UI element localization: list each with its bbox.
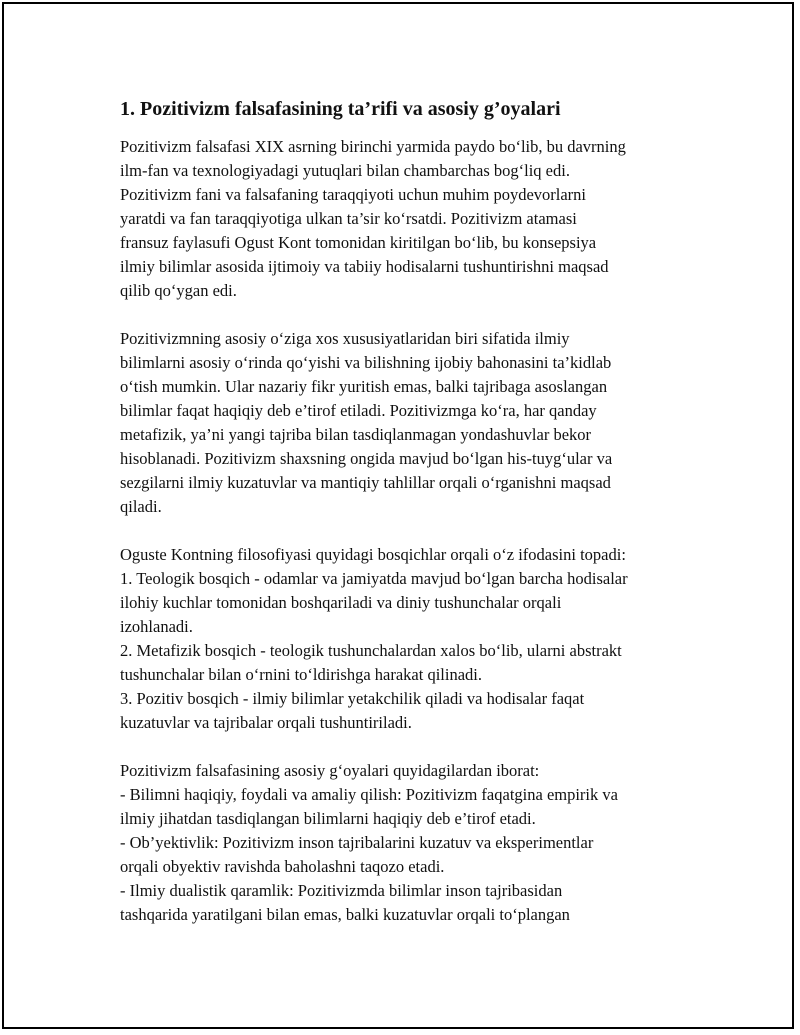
document-body (120, 96, 695, 927)
text-line: bilimlarni asosiy o‘rinda qo‘yishi va bilishning ijobiy bahonasini ta’kidlab (120, 353, 612, 372)
text-line: tushunchalar bilan o‘rnini to‘ldirishga harakat qilinadi. (120, 665, 482, 684)
text-line: orqali obyektiv ravishda baholashni taqozo etadi. (120, 857, 445, 876)
text-line: fransuz faylasufi Ogust Kont tomonidan kiritilgan bo‘lib, bu konsepsiya (120, 233, 597, 252)
text-line: qiladi. (120, 497, 162, 516)
paragraph (120, 135, 695, 303)
document-page (2, 2, 794, 1029)
text-line: metafizik, ya’ni yangi tajriba bilan tasdiqlanmagan yondashuvlar bekor (120, 425, 592, 444)
section-heading: 1. Pozitivizm falsafasining ta’rifi va asosiy g’oyalari (120, 98, 561, 120)
text-line: ilohiy kuchlar tomonidan boshqariladi va diniy tushunchalar orqali (120, 593, 562, 612)
text-line: bilimlar faqat haqiqiy deb e’tirof etiladi. Pozitivizmga ko‘ra, har qanday (120, 401, 597, 420)
text-line: - Ob’yektivlik: Pozitivizm inson tajribalarini kuzatuv va eksperimentlar (120, 833, 594, 852)
paragraph (120, 327, 695, 519)
text-line: o‘tish mumkin. Ular nazariy fikr yuritish emas, balki tajribaga asoslangan (120, 377, 608, 396)
paragraphs-container (120, 135, 695, 927)
text-line: kuzatuvlar va tajribalar orqali tushuntiriladi. (120, 713, 412, 732)
text-line: 2. Metafizik bosqich - teologik tushunchalardan xalos bo‘lib, ularni abstrakt (120, 641, 622, 660)
text-line: - Ilmiy dualistik qaramlik: Pozitivizmda bilimlar inson tajribasidan (120, 881, 563, 900)
text-line: Pozitivizm fani va falsafaning taraqqiyoti uchun muhim poydevorlarni (120, 185, 587, 204)
text-line: tashqarida yaratilgani bilan emas, balki kuzatuvlar orqali to‘plangan (120, 905, 570, 924)
text-line: 3. Pozitiv bosqich - ilmiy bilimlar yetakchilik qiladi va hodisalar faqat (120, 689, 585, 708)
text-line: yaratdi va fan taraqqiyotiga ulkan ta’sir ko‘rsatdi. Pozitivizm atamasi (120, 209, 577, 228)
text-line: hisoblanadi. Pozitivizm shaxsning ongida mavjud bo‘lgan his-tuyg‘ular va (120, 449, 613, 468)
text-line: Pozitivizm falsafasi XIX asrning birinchi yarmida paydo bo‘lib, bu davrning (120, 137, 626, 156)
text-line: izohlanadi. (120, 617, 193, 636)
text-line: ilmiy jihatdan tasdiqlangan bilimlarni haqiqiy deb e’tirof etadi. (120, 809, 536, 828)
paragraph-spacer (120, 519, 695, 543)
text-line: sezgilarni ilmiy kuzatuvlar va mantiqiy tahlillar orqali o‘rganishni maqsad (120, 473, 611, 492)
text-line: Oguste Kontning filosofiyasi quyidagi bosqichlar orqali o‘z ifodasini topadi: (120, 545, 626, 564)
text-line: qilib qo‘ygan edi. (120, 281, 237, 300)
paragraph-spacer (120, 735, 695, 759)
text-line: Pozitivizm falsafasining asosiy g‘oyalari quyidagilardan iborat: (120, 761, 540, 780)
text-line: ilm-fan va texnologiyadagi yutuqlari bilan chambarchas bog‘liq edi. (120, 161, 570, 180)
text-line: 1. Teologik bosqich - odamlar va jamiyatda mavjud bo‘lgan barcha hodisalar (120, 569, 628, 588)
text-line: - Bilimni haqiqiy, foydali va amaliy qilish: Pozitivizm faqatgina empirik va (120, 785, 618, 804)
paragraph (120, 543, 695, 735)
paragraph-spacer (120, 303, 695, 327)
paragraph (120, 759, 695, 927)
text-line: ilmiy bilimlar asosida ijtimoiy va tabiiy hodisalarni tushuntirishni maqsad (120, 257, 609, 276)
text-line: Pozitivizmning asosiy o‘ziga xos xususiyatlaridan biri sifatida ilmiy (120, 329, 570, 348)
